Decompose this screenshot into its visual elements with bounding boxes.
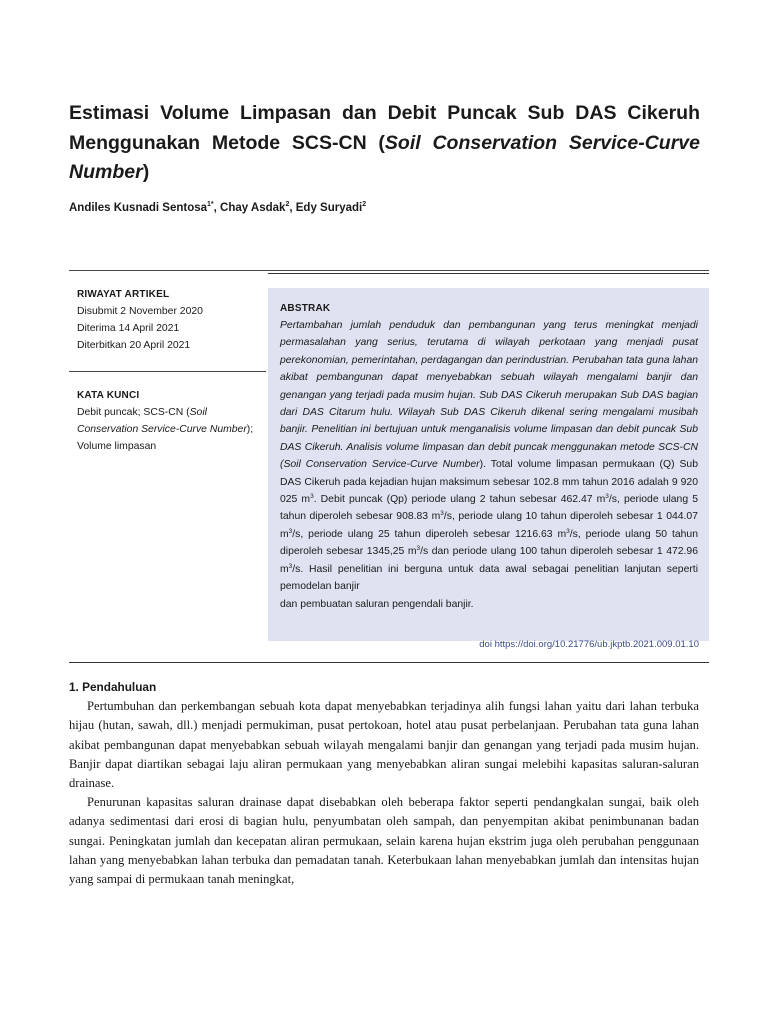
- superscript: 3: [288, 562, 293, 570]
- keywords-list: [77, 404, 257, 455]
- title-text: Estimasi Volume Limpasan dan Debit Puncak Sub DAS Cikeruh Menggunakan Metode SCS-CN (: [69, 102, 700, 154]
- header-rule-double: [268, 273, 709, 274]
- abstract-last-line: dan pembuatan saluran pengendali banjir.: [280, 598, 474, 610]
- author-1: Andiles Kusnadi Sentosa: [69, 202, 208, 214]
- abstract-bottom-rule: [69, 662, 709, 663]
- abstract-text-8: /s dan periode ulang 100 tahun diperoleh sebesar 1 472.96 m: [280, 546, 698, 575]
- history-accepted: Diterima 14 April 2021: [77, 323, 180, 334]
- abstract-text-4: /s, periode ulang 5 tahun diperoleh sebesar 908.83 m: [280, 494, 698, 523]
- article-history: [77, 286, 203, 354]
- superscript: 3: [416, 545, 421, 553]
- author-3: , Edy Suryadi: [289, 202, 363, 214]
- history-heading: RIWAYAT ARTIKEL: [77, 289, 170, 300]
- keyword-text-end: ); Volume limpasan: [77, 424, 254, 452]
- abstract-text-3: . Debit puncak (Qp) periode ulang 2 tahun sebesar 462.47 m: [313, 494, 606, 506]
- intro-paragraph-2: Penurunan kapasitas saluran drainase dapat disebabkan oleh beberapa faktor seperti pendangkalan sungai, baik oleh adanya sedimentasi dari erosi di bagian hulu, penyumbatan oleh sampah, dan penyempitan akibat penimbunanan badan sungai. Peningkatan jumlah dan kecepatan aliran permukaan, selain karena hujan ekstrim juga oleh perubahan penggunaan lahan yang menyebabkan lahan terbuka dan pemadatan tanah. Keterbukaan lahan menyebabkan jumlah dan intensitas hujan yang sampai di permukaan tanah meningkat,: [69, 795, 699, 887]
- abstract-italic: Soil Conservation Service-Curve Number: [283, 459, 480, 471]
- author-2: , Chay Asdak: [213, 202, 286, 214]
- author-3-affiliation: 2: [362, 201, 367, 208]
- title-close: ): [142, 161, 150, 183]
- paper-title: [69, 99, 700, 188]
- keywords-block: [77, 387, 257, 455]
- abstract-text-6: /s, periode ulang 25 tahun diperoleh sebesar 1216.63 m: [292, 528, 567, 540]
- intro-paragraph-1: Pertumbuhan dan perkembangan sebuah kota dapat menyebabkan terjadinya alih fungsi lahan yaitu dari lahan terbuka hijau (hutan, sawah, dll.) menjadi permukiman, pusat pertokoan, hotel atau pusat perbelanjaan. Perubahan tata guna lahan akibat pembangunan dapat menyebabkan sebuah wilayah mengalami banjir dan genangan yang terjadi pada musim hujan. Banjir dapat diartikan sebagai laju aliran permukaan yang menyebabkan aliran sungai melebihi kapasitas saluran-saluran drainase.: [69, 699, 699, 791]
- keyword-text: Debit puncak; SCS-CN (: [77, 407, 190, 418]
- author-2-affiliation: 2: [285, 201, 290, 208]
- superscript: 3: [310, 493, 314, 501]
- abstract-text-5: /s, periode ulang 10 tahun diperoleh sebesar 1 044.07 m: [280, 511, 698, 540]
- doi-link[interactable]: doi https://doi.org/10.21776/ub.jkptb.2021.009.01.10: [479, 639, 699, 650]
- abstract-text-1: Pertambahan jumlah penduduk dan pembangunan yang terus meningkat menjadi permasalahan yang serius, terutama di wilayah perkotaan yang menjadi pusat perekonomian, pemerintahan, perdagangan dan perindustrian. Perubahan tata guna lahan akibat pembangunan dapat menyebabkan sebuah wilayah mengalami banjir dan genangan yang terjadi pada musim hujan. Sub DAS Cikeruh merupakan Sub DAS bagian dari DAS Citarum hulu. Wilayah Sub DAS Cikeruh dikenal sering mengalami musibah banjir. Penelitian ini bertujuan untuk menganalisis volume limpasan dan debit puncak Sub DAS Cikeruh. Analisis volume limpasan dan debit puncak menggunakan metode SCS-CN (: [280, 320, 698, 471]
- history-published: Diterbitkan 20 April 2021: [77, 340, 191, 351]
- keywords-heading: KATA KUNCI: [77, 390, 140, 401]
- author-list: [69, 201, 366, 214]
- abstract-heading: ABSTRAK: [280, 303, 331, 314]
- title-italic-text: Soil Conservation Service-Curve Number: [69, 131, 700, 183]
- history-submitted: Disubmit 2 November 2020: [77, 306, 203, 317]
- abstract-text-9: /s. Hasil penelitian ini berguna untuk data awal sebagai penelitian lanjutan seperti pemodelan banjir: [280, 563, 698, 593]
- abstract-body: [280, 317, 698, 596]
- author-1-affiliation: 1*: [207, 201, 214, 208]
- abstract-block: [280, 300, 698, 613]
- abstract-text-2: ). Total volume limpasan permukaan (Q) Sub DAS Cikeruh pada kejadian hujan maksimum sebesar 102.8 mm tahun 2016 adalah 9 920 025 m: [280, 459, 698, 506]
- sidebar-divider: [69, 371, 266, 372]
- section-heading-introduction: 1. Pendahuluan: [69, 680, 157, 694]
- superscript: 3: [440, 510, 444, 518]
- superscript: 3: [605, 493, 609, 501]
- superscript: 3: [288, 527, 293, 535]
- header-rule-top: [69, 270, 709, 271]
- superscript: 3: [566, 527, 570, 535]
- abstract-text-7: /s, periode ulang 50 tahun diperoleh sebesar 1345,25 m: [280, 528, 698, 558]
- keyword-italic: Soil Conservation Service-Curve Number: [77, 407, 247, 435]
